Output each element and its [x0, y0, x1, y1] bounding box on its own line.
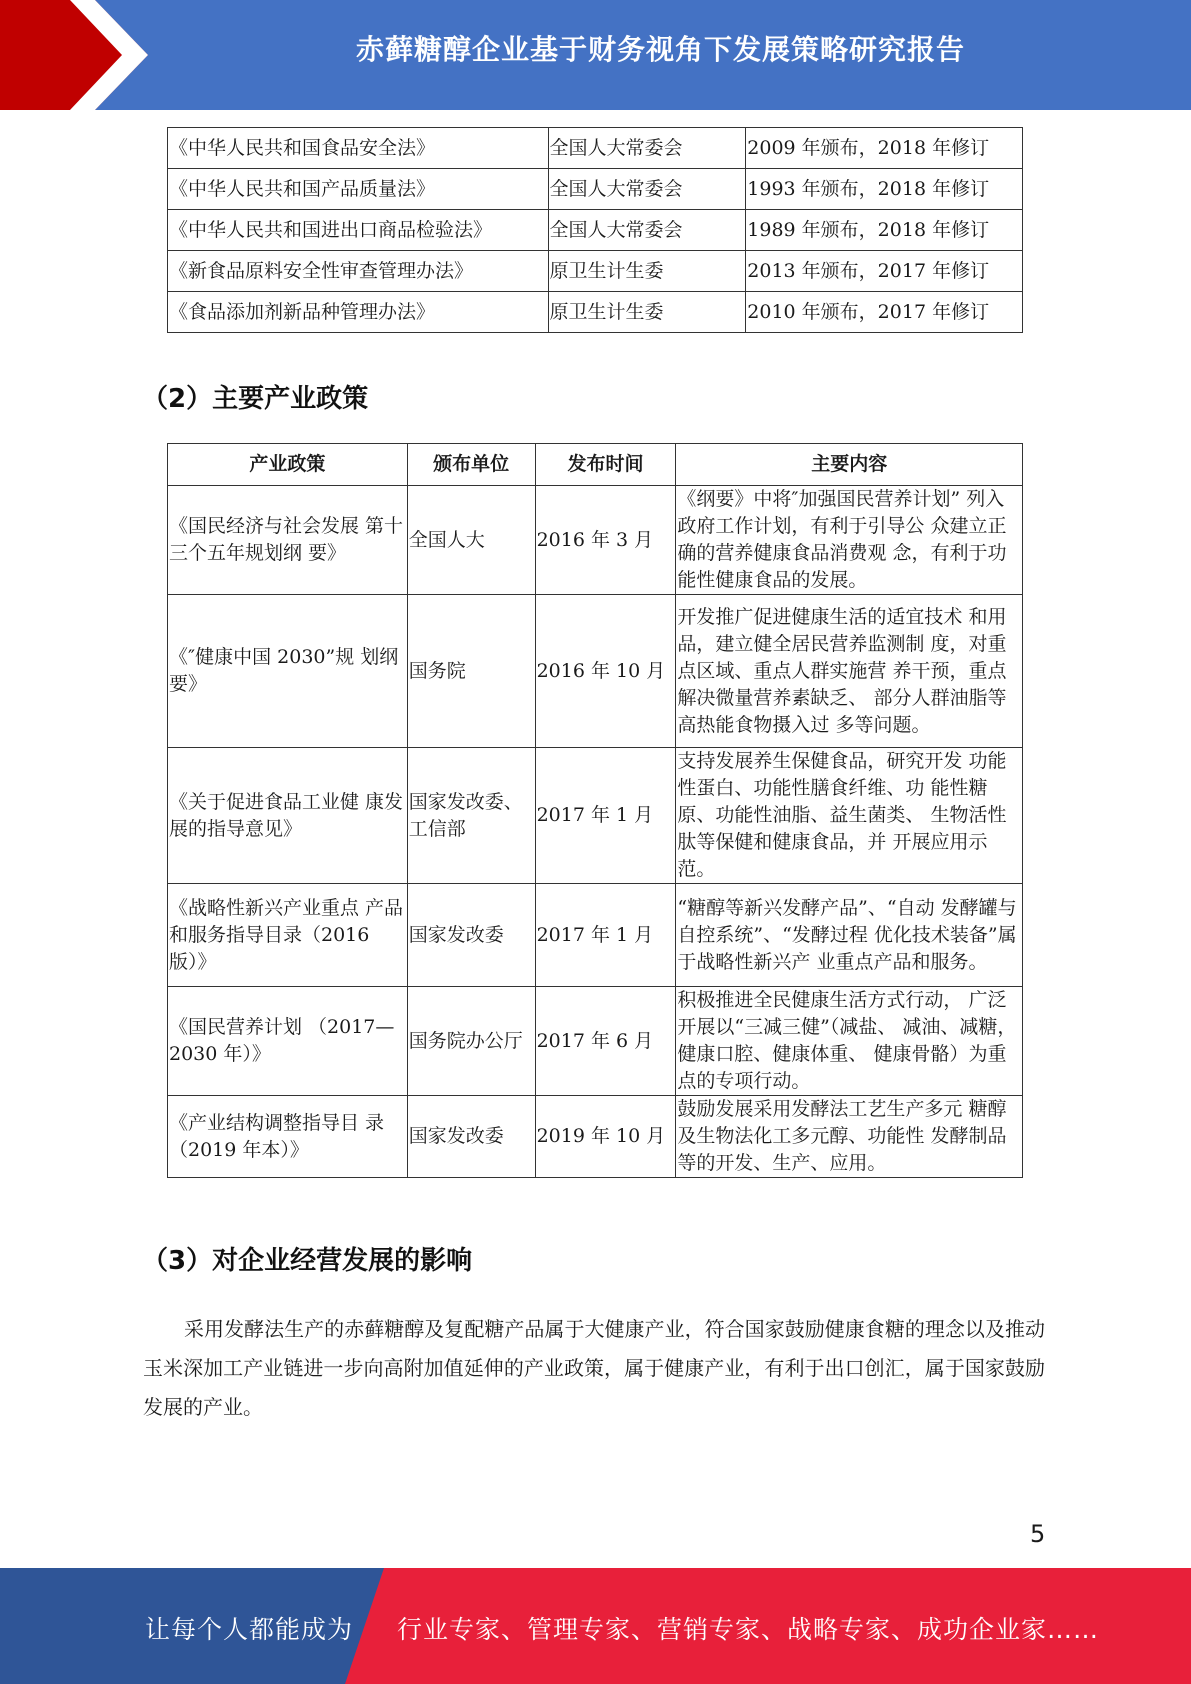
policy-table-cell: 积极推进全民健康生活方式行动， 广泛开展以“三减三健”（减盐、 减油、减糖，健康口腔、健康体重、 健康骨骼）为重点的专项行动。 [676, 987, 1023, 1096]
section-3-title: （3）对企业经营发展的影响 [142, 1246, 473, 1276]
footer-slogan-left: 让每个人都能成为 [145, 1615, 354, 1644]
laws-table-cell: 全国人大常委会 [548, 210, 746, 251]
laws-table-row [168, 210, 1023, 251]
footer-slogan-right: 行业专家、管理专家、营销专家、战略专家、成功企业家…… [397, 1615, 1100, 1644]
laws-table-row [168, 169, 1023, 210]
policy-table-cell: 2016 年 10 月 [535, 595, 676, 748]
policy-table [167, 443, 1023, 1178]
policy-table-row [168, 884, 1023, 987]
header-date: 发布时间 [535, 444, 676, 486]
policy-table-header-row [168, 444, 1023, 486]
policy-table-row [168, 1096, 1023, 1178]
policy-table-cell: 全国人大 [407, 486, 535, 595]
policy-table-cell: 《国民经济与社会发展 第十三个五年规划纲 要》 [168, 486, 408, 595]
laws-table-cell: 原卫生计生委 [548, 251, 746, 292]
laws-table-cell: 原卫生计生委 [548, 292, 746, 333]
laws-table-cell: 2010 年颁布，2017 年修订 [746, 292, 1023, 333]
policy-table-cell: 《纲要》中将″加强国民营养计划” 列入政府工作计划，有利于引导公 众建立正确的营养健康食品消费观 念，有利于功能性健康食品的发展。 [676, 486, 1023, 595]
laws-table-cell: 《中华人民共和国食品安全法》 [168, 128, 549, 169]
policy-table-row [168, 486, 1023, 595]
policy-table-cell: 国务院 [407, 595, 535, 748]
impact-paragraph: 采用发酵法生产的赤藓糖醇及复配糖产品属于大健康产业，符合国家鼓励健康食糖的理念以及推动玉米深加工产业链进一步向高附加值延伸的产业政策，属于健康产业，有利于出口创汇，属于国家鼓励发展的产业。 [143, 1317, 1045, 1419]
laws-table-row [168, 292, 1023, 333]
laws-table-row [168, 128, 1023, 169]
policy-table-cell: 《国民营养计划 （2017—2030 年）》 [168, 987, 408, 1096]
laws-table-cell: 《中华人民共和国产品质量法》 [168, 169, 549, 210]
laws-table-cell: 《食品添加剂新品种管理办法》 [168, 292, 549, 333]
laws-table-row [168, 251, 1023, 292]
header-issuer: 颁布单位 [407, 444, 535, 486]
laws-table-cell: 全国人大常委会 [548, 128, 746, 169]
laws-table-cell: 1993 年颁布，2018 年修订 [746, 169, 1023, 210]
laws-table-cell: 《中华人民共和国进出口商品检验法》 [168, 210, 549, 251]
policy-table-cell: 国务院办公厅 [407, 987, 535, 1096]
page-footer [0, 1568, 1191, 1684]
policy-table-cell: 《关于促进食品工业健 康发展的指导意见》 [168, 748, 408, 884]
policy-table-cell: 《″健康中国 2030”规 划纲要》 [168, 595, 408, 748]
policy-table-cell: 开发推广促进健康生活的适宜技术 和用品，建立健全居民营养监测制 度，对重点区域、重点人群实施营 养干预，重点解决微量营养素缺乏、 部分人群油脂等高热能食物摄入过 多等问题。 [676, 595, 1023, 748]
policy-table-row [168, 987, 1023, 1096]
header-policy: 产业政策 [168, 444, 408, 486]
section-2-title: （2）主要产业政策 [142, 384, 369, 414]
policy-table-cell: 2019 年 10 月 [535, 1096, 676, 1178]
policy-table-cell: 2016 年 3 月 [535, 486, 676, 595]
policy-table-cell: 国家发改委 [407, 1096, 535, 1178]
laws-table-cell: 2009 年颁布，2018 年修订 [746, 128, 1023, 169]
policy-table-cell: 《产业结构调整指导目 录（2019 年本）》 [168, 1096, 408, 1178]
laws-table-cell: 2013 年颁布，2017 年修订 [746, 251, 1023, 292]
policy-table-cell: 2017 年 1 月 [535, 748, 676, 884]
laws-table [167, 127, 1023, 333]
policy-table-cell: 2017 年 1 月 [535, 884, 676, 987]
policy-table-cell: 国家发改委、工信部 [407, 748, 535, 884]
policy-table-cell: 国家发改委 [407, 884, 535, 987]
policy-table-cell: 2017 年 6 月 [535, 987, 676, 1096]
header-content: 主要内容 [676, 444, 1023, 486]
policy-table-cell: 《战略性新兴产业重点 产品和服务指导目录（2016 版）》 [168, 884, 408, 987]
laws-table-cell: 全国人大常委会 [548, 169, 746, 210]
policy-table-cell: 支持发展养生保健食品，研究开发 功能性蛋白、功能性膳食纤维、功 能性糖原、功能性油脂、益生菌类、 生物活性肽等保健和健康食品，并 开展应用示范。 [676, 748, 1023, 884]
page-header [0, 0, 1191, 110]
header-title: 赤藓糖醇企业基于财务视角下发展策略研究报告 [355, 33, 965, 66]
policy-table-row [168, 748, 1023, 884]
laws-table-cell: 《新食品原料安全性审查管理办法》 [168, 251, 549, 292]
laws-table-cell: 1989 年颁布，2018 年修订 [746, 210, 1023, 251]
policy-table-row [168, 595, 1023, 748]
policy-table-cell: 鼓励发展采用发酵法工艺生产多元 糖醇及生物法化工多元醇、功能性 发酵制品等的开发、生产、应用。 [676, 1096, 1023, 1178]
header-arrow-graphic [0, 0, 160, 110]
policy-table-cell: “糖醇等新兴发酵产品”、“自动 发酵罐与自控系统”、“发酵过程 优化技术装备”属于战略性新兴产 业重点产品和服务。 [676, 884, 1023, 987]
page-number: 5 [1030, 1520, 1046, 1548]
